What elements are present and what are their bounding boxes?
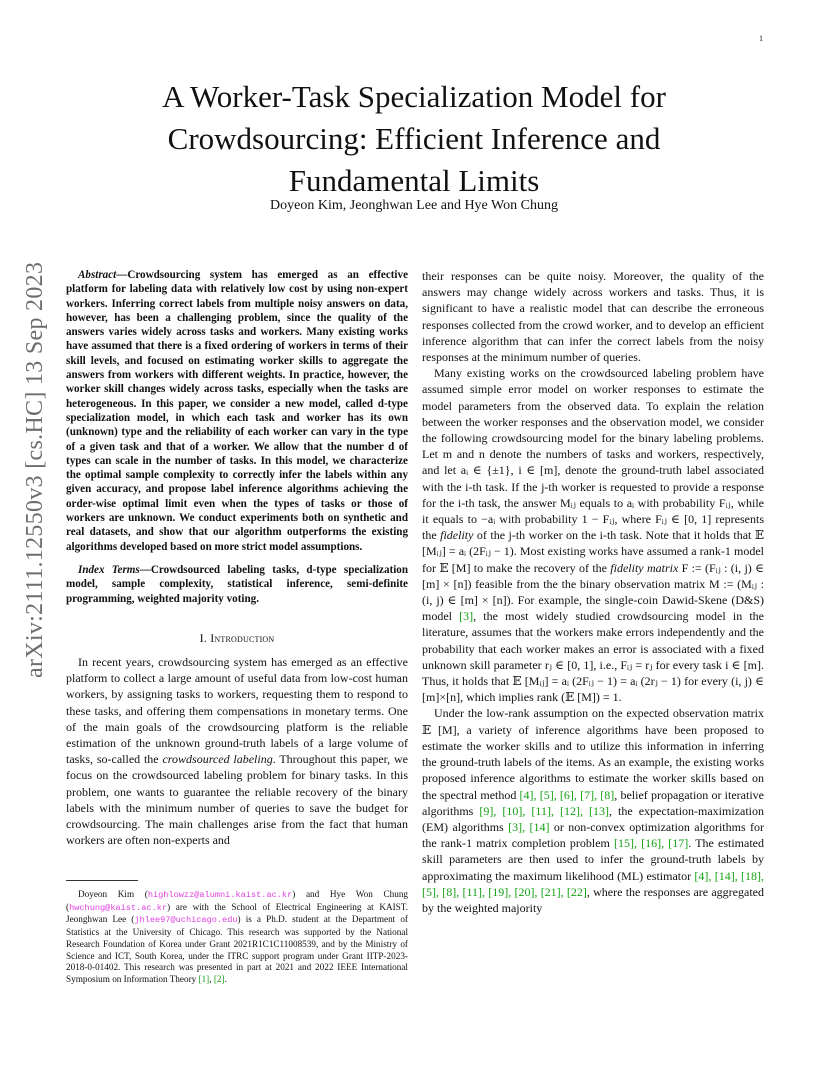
intro-text: In recent years, crowdsourcing system has emerged as an effective platform to collect a large amount of useful data from low-cost human workers, by assigning tasks to workers, requesting them to respond to these tasks, and offering them compensations in monetary terms. One of the main goals of the crowdsourcing platform is the reliable estimation of the unknown ground-truth labels of a large volume of tasks, so-called the	[66, 655, 408, 767]
email-link[interactable]: jhlee97@uchicago.edu	[134, 915, 238, 926]
abstract-label: Abstract	[78, 269, 117, 281]
body-text: . The estimated skill parameters are then used to infer the ground-truth labels by approximating the maximum likelihood (ML) estimator	[422, 836, 764, 883]
paper-title	[70, 76, 758, 202]
body-text: , where the responses are aggregated by the weighted majority	[422, 884, 764, 915]
body-text: F := (Fᵢⱼ : (i, j) ∈ [m] × [n]) feasible from the the binary observation matrix M := (Mᵢⱼ : (i, j) ∈ [m] × [n]). For example, the single-coin Dawid-Skene (D&S) model	[422, 560, 764, 624]
intro-text: . Throughout this paper, we focus on the crowdsourced labeling problem for binary tasks. In this problem, one wants to guarantee the reliable recovery of the binary labels with the minimum number of queries to save the budget for crowdsourcing. The main challenges arise from the fact that human workers are often non-experts and	[66, 752, 408, 848]
body-text: , the most widely studied crowdsourcing model in the literature, assumes that the workers make errors independently and the probability that each worker makes an error is associated with a fixed unknown skill parameter rⱼ ∈ [0, 1], i.e., Fᵢⱼ = rⱼ for every task i ∈ [m]. Thus, it holds that 𝔼 [Mᵢⱼ] = aᵢ (2Fᵢⱼ − 1) = aᵢ (2rⱼ − 1) for every (i, j) ∈ [m]×[n], which implies rank (𝔼 [M]) = 1.	[422, 609, 765, 705]
index-terms	[66, 563, 408, 606]
emphasis: fidelity matrix	[610, 560, 679, 575]
footnote-text: .	[224, 973, 227, 984]
section-heading	[66, 630, 408, 646]
index-terms-text: —Crowdsourced labeling tasks, d-type specialization model, sample complexity, statistical inference, semi-definite programming, weighted majority voting.	[66, 563, 408, 605]
citation-link[interactable]: [2]	[213, 973, 225, 984]
footnote-text: ) is a Ph.D. student at the Department of Statistics at the University of Chicago. This research was supported by the National Research Foundation of Korea under Grant 2021R1C1C11008539, and by the Ministry of Science and ICT, South Korea, under the ITRC support program under Grant IITP-2023-2018-0-01402. This research was presented in part at 2021 and 2022 IEEE International Symposium on Information Theory	[66, 914, 408, 984]
footnote	[66, 889, 408, 986]
right-column	[422, 268, 764, 916]
section-title: Introduction	[210, 630, 275, 645]
title-line: A Worker-Task Specialization Model for	[162, 79, 666, 114]
body-text: , the expectation-maximization (EM) algorithms	[422, 803, 765, 834]
email-link[interactable]: highlowzz@alumni.kaist.ac.kr	[147, 890, 293, 900]
abstract-text: —Crowdsourcing system has emerged as an effective platform for labeling data with relatively low cost by using non-expert workers. Inferring correct labels from multiple noisy answers on data, however, has been a challenging problem, since the quality of the answers varies widely across tasks and workers. Many existing works have assumed that there is a fixed ordering of workers in terms of their skill levels, and focused on estimating worker skills to aggregate the answers from workers with different weights. In practice, however, the worker skill changes widely across tasks, especially when the tasks are heterogeneous. In this paper, we consider a new model, called d-type specialization model, in which each task and worker has its own (unknown) type and the reliability of each worker can vary in the type of a given task and that of a worker. We allow that the number d of types can scale in the number of tasks. In this model, we characterize the optimal sample complexity to correctly infer the labels within any given accuracy, and propose label inference algorithms achieving the order-wise optimal limit even when the types of tasks or those of workers are unknown. We conduct experiments both on synthetic and real datasets, and show that our algorithm outperforms the existing algorithms developed based on more strict model assumptions.	[66, 269, 408, 553]
citation-link[interactable]: [1]	[198, 973, 210, 984]
body-paragraph	[422, 705, 764, 916]
title-line: Crowdsourcing: Efficient Inference and	[167, 121, 661, 156]
abstract	[66, 268, 408, 554]
arxiv-identifier: arXiv:2111.12550v3 [cs.HC] 13 Sep 2023	[22, 261, 48, 678]
section-numeral: I.	[199, 630, 208, 645]
body-paragraph	[422, 365, 764, 705]
footnote-text: ,	[209, 973, 214, 984]
index-terms-label: Index Terms	[78, 563, 140, 576]
footnote-text: ) and Hye Won Chung (	[66, 889, 409, 912]
body-text: Under the low-rank assumption on the expected observation matrix 𝔼 [M], a variety of inference algorithms have been proposed to estimate the worker skills and to utilize this information in inferring the ground-truth labels of the items. As an example, the existing works proposed inference algorithms to estimate the worker skills based on the spectral method	[422, 706, 764, 802]
citation-link[interactable]: [15], [16], [17]	[614, 836, 689, 851]
footnote-text: Doyeon Kim (	[78, 889, 148, 899]
intro-paragraph	[66, 654, 408, 848]
citation-link[interactable]: [4], [14], [18], [5], [8], [11], [19], [20], [21], [22]	[422, 868, 764, 899]
author-list: Doyeon Kim, Jeonghwan Lee and Hye Won Chung	[270, 198, 558, 213]
emphasis: fidelity	[440, 528, 474, 543]
citation-link[interactable]: [3]	[459, 609, 474, 624]
citation-link[interactable]: [4], [5], [6], [7], [8]	[519, 787, 615, 802]
email-link[interactable]: hwchung@kaist.ac.kr	[69, 902, 168, 913]
body-text: or non-convex optimization algorithms for the rank-1 matrix completion problem	[422, 819, 765, 851]
citation-link[interactable]: [3], [14]	[508, 819, 550, 834]
body-text: of the j-th worker on the i-th task. Note that it holds that 𝔼 [Mᵢⱼ] = aᵢ (2Fᵢⱼ − 1). Most existing works have assumed a rank-1 model for 𝔼 [M] to make the recovery of the	[422, 528, 764, 575]
title-line: Fundamental Limits	[288, 163, 540, 198]
left-column	[66, 268, 408, 848]
intro-emphasis: crowdsourced labeling	[162, 752, 273, 767]
body-text: Many existing works on the crowdsourced labeling problem have assumed simple error model on worker responses to estimate the model parameters from the observed data. To explain the relation between the worker responses and the observation model, we consider the following crowdsourcing model for the binary labeling problems. Let m and n denote the numbers of tasks and workers, respectively, and let aᵢ ∈ {±1}, i ∈ [m], denote the ground-truth label associated with the i-th task. If the j-th worker is requested to provide a response for the i-th task, the answer Mᵢⱼ equals to aᵢ with probability Fᵢⱼ, while it equals to −aᵢ with probability 1 − Fᵢⱼ, where Fᵢⱼ ∈ [0, 1] represents the	[422, 366, 764, 543]
footnote-text: ) are with the School of Electrical Engineering at KAIST. Jeonghwan Lee (	[66, 901, 408, 925]
footnote-divider	[66, 880, 138, 881]
body-paragraph: their responses can be quite noisy. Moreover, the quality of the answers may change widely across workers and tasks. Thus, it is significant to have a realistic model that can describe the erroneous responses collected from the crowd worker, and to develop an efficient inference algorithm that can infer the correct labels from the noisy responses at the minimum number of queries.	[422, 269, 764, 365]
page-number: 1	[759, 34, 763, 43]
body-text: , belief propagation or iterative algorithms	[422, 787, 764, 818]
citation-link[interactable]: [9], [10], [11], [12], [13]	[479, 803, 609, 818]
